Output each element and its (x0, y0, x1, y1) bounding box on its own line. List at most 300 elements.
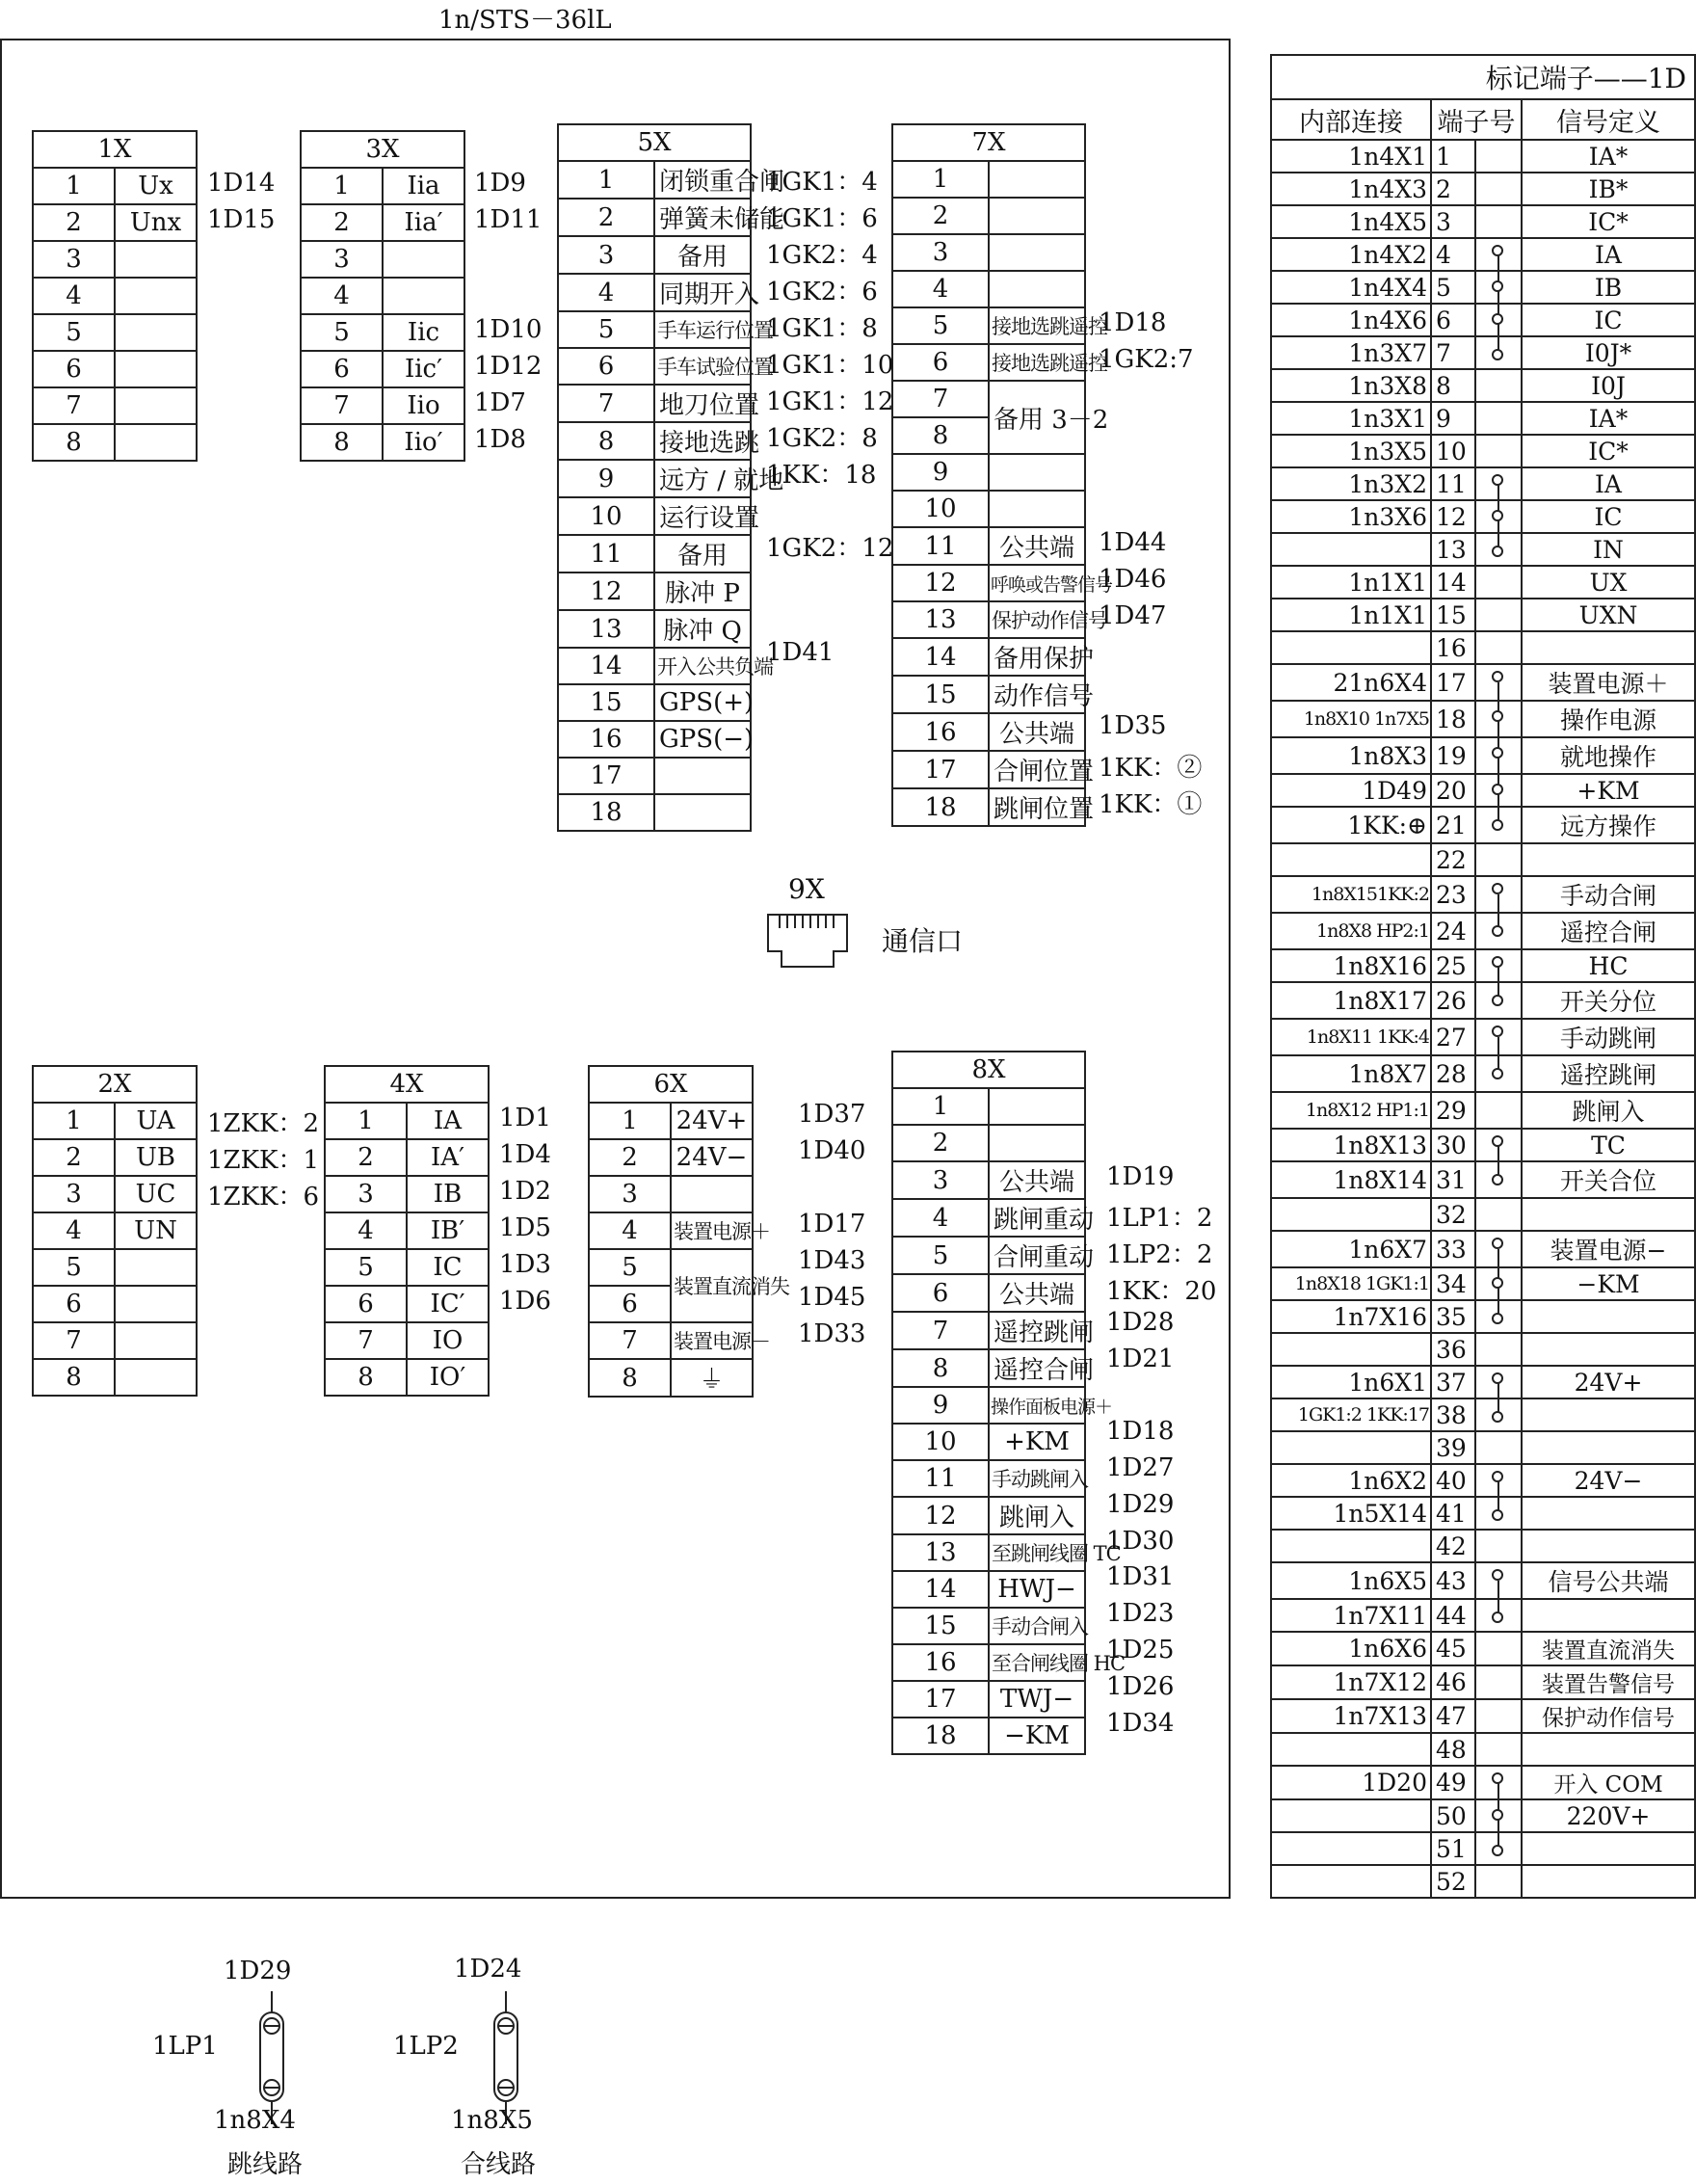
terminal-number: 2 (589, 1139, 671, 1176)
terminal-signal: 公共端 (989, 527, 1085, 565)
terminal-row (892, 527, 1085, 565)
terminal-number: 9 (558, 460, 654, 497)
terminal-number: 51 (1431, 1832, 1475, 1865)
terminal-number: 31 (1431, 1161, 1475, 1198)
terminal-number: 27 (1431, 1019, 1475, 1055)
link-node-icon (1492, 1845, 1503, 1856)
signal-definition: 装置直流消失 (1522, 1632, 1695, 1665)
link-column (1475, 1019, 1522, 1055)
terminal-signal: 24V+ (671, 1103, 753, 1139)
terminal-row (325, 1103, 489, 1139)
block-label: 3X (301, 131, 464, 168)
internal-connection: 1n8X14 (1271, 1161, 1431, 1198)
terminal-number: 2 (325, 1139, 407, 1176)
terminal-number: 44 (1431, 1599, 1475, 1632)
terminal-row (589, 1103, 753, 1139)
link-node-icon (1492, 1372, 1503, 1384)
terminal-row (558, 497, 751, 535)
terminal-number: 52 (1431, 1865, 1475, 1898)
terminal-signal: 遥控合闸 (989, 1349, 1085, 1387)
terminal-row (301, 424, 464, 461)
external-connection-label: 1D23 (1106, 1599, 1175, 1629)
terminal-number: 26 (1431, 982, 1475, 1019)
terminal-number: 3 (33, 1176, 115, 1212)
link-node-icon (1492, 819, 1503, 831)
terminal-number: 14 (1431, 566, 1475, 599)
terminal-number: 7 (892, 381, 989, 417)
terminal-table-row (1271, 1632, 1695, 1665)
terminal-table-row (1271, 1832, 1695, 1865)
terminal-number: 6 (33, 351, 115, 387)
short-link-line (1497, 1037, 1499, 1056)
terminal-number: 11 (1431, 467, 1475, 500)
terminal-number: 14 (892, 1571, 989, 1608)
link-column (1475, 1431, 1522, 1464)
link-column (1475, 140, 1522, 173)
terminal-number: 5 (33, 314, 115, 351)
terminal-table-row (1271, 1019, 1695, 1055)
internal-connection (1271, 533, 1431, 566)
terminal-row (892, 344, 1085, 381)
signal-definition: 遥控合闸 (1522, 913, 1695, 949)
terminal-signal: IB′ (407, 1212, 489, 1249)
terminal-number: 11 (892, 527, 989, 565)
signal-definition: 就地操作 (1522, 737, 1695, 774)
internal-connection: 1n8X13 (1271, 1129, 1431, 1161)
internal-connection (1271, 1198, 1431, 1231)
terminal-row (558, 199, 751, 236)
terminal-row (558, 161, 751, 199)
link-column (1475, 1832, 1522, 1865)
block-label: 5X (558, 124, 751, 161)
internal-connection: 1n8X12 HP1:1 (1271, 1092, 1431, 1129)
terminal-signal: IC′ (407, 1286, 489, 1322)
terminal-signal: 24V− (671, 1139, 753, 1176)
link-node-icon (1492, 1411, 1503, 1423)
terminal-table-row (1271, 173, 1695, 205)
terminal-number: 12 (892, 565, 989, 601)
terminal-block-7x (891, 123, 1113, 827)
terminal-row (892, 234, 1085, 271)
terminal-table-row (1271, 1055, 1695, 1092)
terminal-table-row (1271, 737, 1695, 774)
terminal-table-row (1271, 1699, 1695, 1733)
terminal-number: 2 (1431, 173, 1475, 205)
lp2-top-label: 1D24 (454, 1955, 522, 1984)
terminal-number: 7 (1431, 336, 1475, 369)
terminal-number: 4 (892, 1199, 989, 1237)
terminal-signal: UA (115, 1103, 197, 1139)
external-connection-label: 1D6 (499, 1287, 551, 1316)
external-connection-label: 1GK2：12 (766, 534, 894, 563)
link-column (1475, 1267, 1522, 1300)
link-column (1475, 1333, 1522, 1366)
terminal-row (33, 168, 197, 204)
terminal-number: 5 (1431, 271, 1475, 304)
terminal-number: 5 (558, 311, 654, 348)
terminal-block-4x (324, 1065, 490, 1397)
terminal-number: 7 (33, 387, 115, 424)
terminal-signal: 脉冲 Q (654, 610, 751, 648)
link-column (1475, 1665, 1522, 1699)
internal-connection: 1n7X12 (1271, 1665, 1431, 1699)
terminal-number: 8 (325, 1359, 407, 1396)
terminal-signal: IB (407, 1176, 489, 1212)
internal-connection: 1n6X5 (1271, 1562, 1431, 1599)
internal-connection: 1n4X4 (1271, 271, 1431, 304)
link-column (1475, 1699, 1522, 1733)
signal-definition: 开入 COM (1522, 1766, 1695, 1799)
terminal-signal: TWJ− (989, 1681, 1085, 1718)
signal-definition: I0J* (1522, 336, 1695, 369)
terminal-table-title: 标记端子——1D (1271, 55, 1695, 99)
terminal-signal: 公共端 (989, 1274, 1085, 1312)
terminal-row (892, 1125, 1085, 1161)
terminal-row (892, 788, 1085, 826)
terminal-signal: 手车试验位置 (654, 348, 751, 385)
internal-connection: 1n1X1 (1271, 599, 1431, 631)
marker-terminal-table (1270, 54, 1696, 1899)
signal-definition: TC (1522, 1129, 1695, 1161)
external-connection-label: 1D27 (1106, 1453, 1175, 1482)
external-connection-label: 1GK1：8 (766, 314, 878, 343)
terminal-table-row (1271, 140, 1695, 173)
signal-definition: 信号公共端 (1522, 1562, 1695, 1599)
terminal-block-6x (588, 1065, 789, 1398)
signal-definition: 装置告警信号 (1522, 1665, 1695, 1699)
link-node-icon (1492, 510, 1503, 521)
signal-definition: 操作电源 (1522, 701, 1695, 737)
signal-definition: 遥控跳闸 (1522, 1055, 1695, 1092)
block-label: 2X (33, 1066, 197, 1103)
terminal-table-row (1271, 599, 1695, 631)
external-connection-label: 1LP1：2 (1106, 1204, 1213, 1234)
link-node-icon (1492, 1471, 1503, 1482)
terminal-number: 17 (892, 751, 989, 788)
terminal-number: 17 (1431, 664, 1475, 701)
terminal-signal: −KM (989, 1718, 1085, 1754)
terminal-number: 5 (892, 307, 989, 344)
terminal-signal: Iio (383, 387, 464, 424)
terminal-number: 18 (1431, 701, 1475, 737)
terminal-signal: GPS(−) (654, 721, 751, 758)
terminal-number: 40 (1431, 1464, 1475, 1497)
terminal-signal: 远方 / 就地 (654, 460, 751, 497)
signal-definition (1522, 1497, 1695, 1530)
link-column (1475, 1865, 1522, 1898)
terminal-signal (989, 491, 1085, 527)
link-column (1475, 1092, 1522, 1129)
signal-definition: IB* (1522, 173, 1695, 205)
terminal-row (558, 535, 751, 573)
link-column (1475, 238, 1522, 271)
terminal-signal: 手动跳闸入 (989, 1460, 1085, 1497)
terminal-signal: Iic (383, 314, 464, 351)
external-connection-label: 1D29 (1106, 1489, 1175, 1519)
lp1-caption: 跳线路 (227, 2150, 304, 2179)
terminal-number: 20 (1431, 774, 1475, 807)
internal-connection: 1n4X6 (1271, 304, 1431, 336)
terminal-row (892, 1681, 1085, 1718)
external-connection-label: 1D4 (499, 1140, 551, 1169)
terminal-table-row (1271, 369, 1695, 402)
terminal-number: 18 (892, 1718, 989, 1754)
terminal-table-row (1271, 807, 1695, 843)
link-node-icon (1492, 1809, 1503, 1821)
signal-definition: IC (1522, 304, 1695, 336)
terminal-number: 3 (892, 1161, 989, 1199)
link-column (1475, 467, 1522, 500)
terminal-signal: 操作面板电源＋ (989, 1387, 1085, 1424)
internal-connection: 1n8X3 (1271, 737, 1431, 774)
link-column (1475, 599, 1522, 631)
terminal-number: 6 (33, 1286, 115, 1322)
link-node-icon (1492, 313, 1503, 325)
terminal-signal: GPS(+) (654, 684, 751, 721)
terminal-row (892, 601, 1085, 638)
link-column (1475, 435, 1522, 467)
link-column (1475, 500, 1522, 533)
link-node-icon (1492, 1277, 1503, 1289)
external-connection-label: 1KK：① (1099, 790, 1203, 819)
signal-definition: +KM (1522, 774, 1695, 807)
external-connection-label: 1ZKK：1 (207, 1146, 319, 1175)
terminal-row (892, 161, 1085, 198)
terminal-row (558, 348, 751, 385)
terminal-number: 7 (892, 1312, 989, 1349)
terminal-number: 18 (558, 794, 654, 831)
terminal-signal: 至合闸线圈 HC (989, 1644, 1085, 1681)
internal-connection: 1n7X16 (1271, 1300, 1431, 1333)
link-node-icon (1492, 546, 1503, 557)
signal-definition: IA (1522, 467, 1695, 500)
terminal-row (33, 1103, 197, 1139)
link-column (1475, 843, 1522, 876)
terminal-signal (115, 278, 197, 314)
signal-definition (1522, 1599, 1695, 1632)
link-column (1475, 1766, 1522, 1799)
external-connection-label: 1KK：② (1099, 754, 1203, 783)
terminal-table-row (1271, 1865, 1695, 1898)
terminal-signal: 装置直流消失 (671, 1249, 753, 1322)
terminal-table-row (1271, 238, 1695, 271)
external-connection-label: 1ZKK：6 (207, 1183, 319, 1212)
terminal-row (558, 573, 751, 610)
terminal-number: 21 (1431, 807, 1475, 843)
link-node-icon (1492, 925, 1503, 937)
terminal-signal (115, 1249, 197, 1286)
terminal-number: 10 (892, 491, 989, 527)
terminal-signal: 手车运行位置 (654, 311, 751, 348)
signal-definition (1522, 1530, 1695, 1562)
terminal-row (33, 1249, 197, 1286)
terminal-number: 7 (33, 1322, 115, 1359)
signal-definition (1522, 631, 1695, 664)
terminal-signal: UB (115, 1139, 197, 1176)
terminal-row (892, 1460, 1085, 1497)
signal-definition (1522, 1865, 1695, 1898)
terminal-table-row (1271, 566, 1695, 599)
terminal-signal: Iio′ (383, 424, 464, 461)
comm-port-label: 9X (788, 873, 825, 905)
terminal-signal: IA′ (407, 1139, 489, 1176)
terminal-number: 1 (325, 1103, 407, 1139)
terminal-row (892, 751, 1085, 788)
terminal-number: 15 (558, 684, 654, 721)
terminal-signal (115, 387, 197, 424)
terminal-signal (989, 454, 1085, 491)
external-connection-label: 1GK2：4 (766, 241, 878, 270)
terminal-row (892, 1349, 1085, 1387)
terminal-number: 23 (1431, 876, 1475, 913)
link-node-icon (1492, 1135, 1503, 1147)
internal-connection: 1n3X8 (1271, 369, 1431, 402)
terminal-table-row (1271, 1799, 1695, 1832)
terminal-table-row (1271, 1431, 1695, 1464)
signal-definition: IA (1522, 238, 1695, 271)
terminal-signal: UC (115, 1176, 197, 1212)
terminal-number: 13 (892, 601, 989, 638)
terminal-signal: 公共端 (989, 713, 1085, 751)
terminal-table-row (1271, 533, 1695, 566)
signal-definition (1522, 1398, 1695, 1431)
external-connection-label: 1GK1：4 (766, 168, 878, 197)
external-connection-label: 1D11 (474, 205, 543, 234)
terminal-signal (654, 758, 751, 794)
terminal-row (558, 311, 751, 348)
internal-connection: 1n3X1 (1271, 402, 1431, 435)
terminal-number: 3 (325, 1176, 407, 1212)
terminal-number: 5 (892, 1237, 989, 1274)
terminal-row (589, 1212, 753, 1249)
link-column (1475, 1366, 1522, 1398)
terminal-row (33, 204, 197, 241)
terminal-row (892, 198, 1085, 234)
external-connection-label: 1GK1：10 (766, 351, 894, 380)
external-connection-label: 1D5 (499, 1213, 551, 1242)
internal-connection (1271, 1733, 1431, 1766)
terminal-row (892, 1534, 1085, 1571)
terminal-number: 41 (1431, 1497, 1475, 1530)
terminal-number: 39 (1431, 1431, 1475, 1464)
terminal-row (589, 1322, 753, 1359)
terminal-number: 4 (33, 1212, 115, 1249)
link-column (1475, 807, 1522, 843)
terminal-row (892, 1274, 1085, 1312)
external-connection-label: 1D46 (1099, 565, 1167, 594)
link-column (1475, 336, 1522, 369)
link-node-icon (1492, 1068, 1503, 1079)
terminal-row (301, 387, 464, 424)
link-column (1475, 369, 1522, 402)
terminal-number: 5 (325, 1249, 407, 1286)
terminal-row (892, 1088, 1085, 1125)
terminal-number: 10 (892, 1424, 989, 1460)
terminal-table-row (1271, 1464, 1695, 1497)
lp1-bottom-label: 1n8X4 (214, 2106, 296, 2135)
external-connection-label: 1D19 (1106, 1161, 1175, 1191)
internal-connection: 1n4X2 (1271, 238, 1431, 271)
terminal-signal: ⏚ (671, 1359, 753, 1397)
terminal-signal: 跳闸位置 (989, 788, 1085, 826)
terminal-number: 7 (325, 1322, 407, 1359)
terminal-row (558, 794, 751, 831)
external-connection-label: 1D15 (207, 205, 276, 234)
terminal-number: 6 (892, 1274, 989, 1312)
internal-connection: 1n8X8 HP2:1 (1271, 913, 1431, 949)
terminal-row (558, 721, 751, 758)
terminal-table-row (1271, 876, 1695, 913)
link-column (1475, 271, 1522, 304)
terminal-signal: Iic′ (383, 351, 464, 387)
terminal-row (892, 638, 1085, 676)
terminal-number: 1 (892, 161, 989, 198)
internal-connection: 1n7X11 (1271, 1599, 1431, 1632)
terminal-table-row (1271, 631, 1695, 664)
lp1-top-label: 1D29 (224, 1957, 292, 1985)
external-connection-label: 1ZKK：2 (207, 1109, 319, 1138)
terminal-signal (989, 271, 1085, 307)
terminal-signal: IA (407, 1103, 489, 1139)
terminal-signal (115, 351, 197, 387)
lp1-name: 1LP1 (152, 2032, 218, 2061)
terminal-table-row (1271, 467, 1695, 500)
terminal-number: 9 (892, 1387, 989, 1424)
terminal-row (301, 278, 464, 314)
terminal-number: 8 (33, 424, 115, 461)
terminal-table-row (1271, 982, 1695, 1019)
terminal-number: 36 (1431, 1333, 1475, 1366)
internal-connection: 1n6X2 (1271, 1464, 1431, 1497)
terminal-table-row (1271, 435, 1695, 467)
link-column (1475, 774, 1522, 807)
terminal-number: 1 (33, 1103, 115, 1139)
short-link-line (1497, 1249, 1499, 1268)
terminal-number: 43 (1431, 1562, 1475, 1599)
terminal-signal: HWJ− (989, 1571, 1085, 1608)
short-link-line (1497, 682, 1499, 702)
terminal-number: 45 (1431, 1632, 1475, 1665)
link-column (1475, 173, 1522, 205)
terminal-signal: 呼唤或告警信号 (989, 565, 1085, 601)
internal-connection (1271, 1832, 1431, 1865)
terminal-block-3x (300, 130, 465, 462)
internal-connection: 1n6X6 (1271, 1632, 1431, 1665)
link-node-icon (1492, 1025, 1503, 1037)
internal-connection: 1n4X1 (1271, 140, 1431, 173)
internal-connection: 21n6X4 (1271, 664, 1431, 701)
external-connection-label: 1D37 (798, 1100, 866, 1129)
terminal-row (892, 713, 1085, 751)
terminal-number: 5 (33, 1249, 115, 1286)
terminal-number: 1 (33, 168, 115, 204)
external-connection-label: 1D2 (499, 1177, 551, 1206)
terminal-row (892, 1312, 1085, 1349)
terminal-signal: IO′ (407, 1359, 489, 1396)
signal-definition: IB (1522, 271, 1695, 304)
link-node-icon (1492, 1238, 1503, 1249)
terminal-table-row (1271, 913, 1695, 949)
lp2-name: 1LP2 (393, 2032, 459, 2061)
link-column (1475, 631, 1522, 664)
signal-definition: 装置电源− (1522, 1231, 1695, 1267)
terminal-signal (383, 241, 464, 278)
terminal-signal: 接地选跳遥控 (989, 344, 1085, 381)
terminal-number: 8 (1431, 369, 1475, 402)
link-node-icon (1492, 474, 1503, 486)
terminal-row (33, 1359, 197, 1396)
terminal-row (558, 648, 751, 684)
